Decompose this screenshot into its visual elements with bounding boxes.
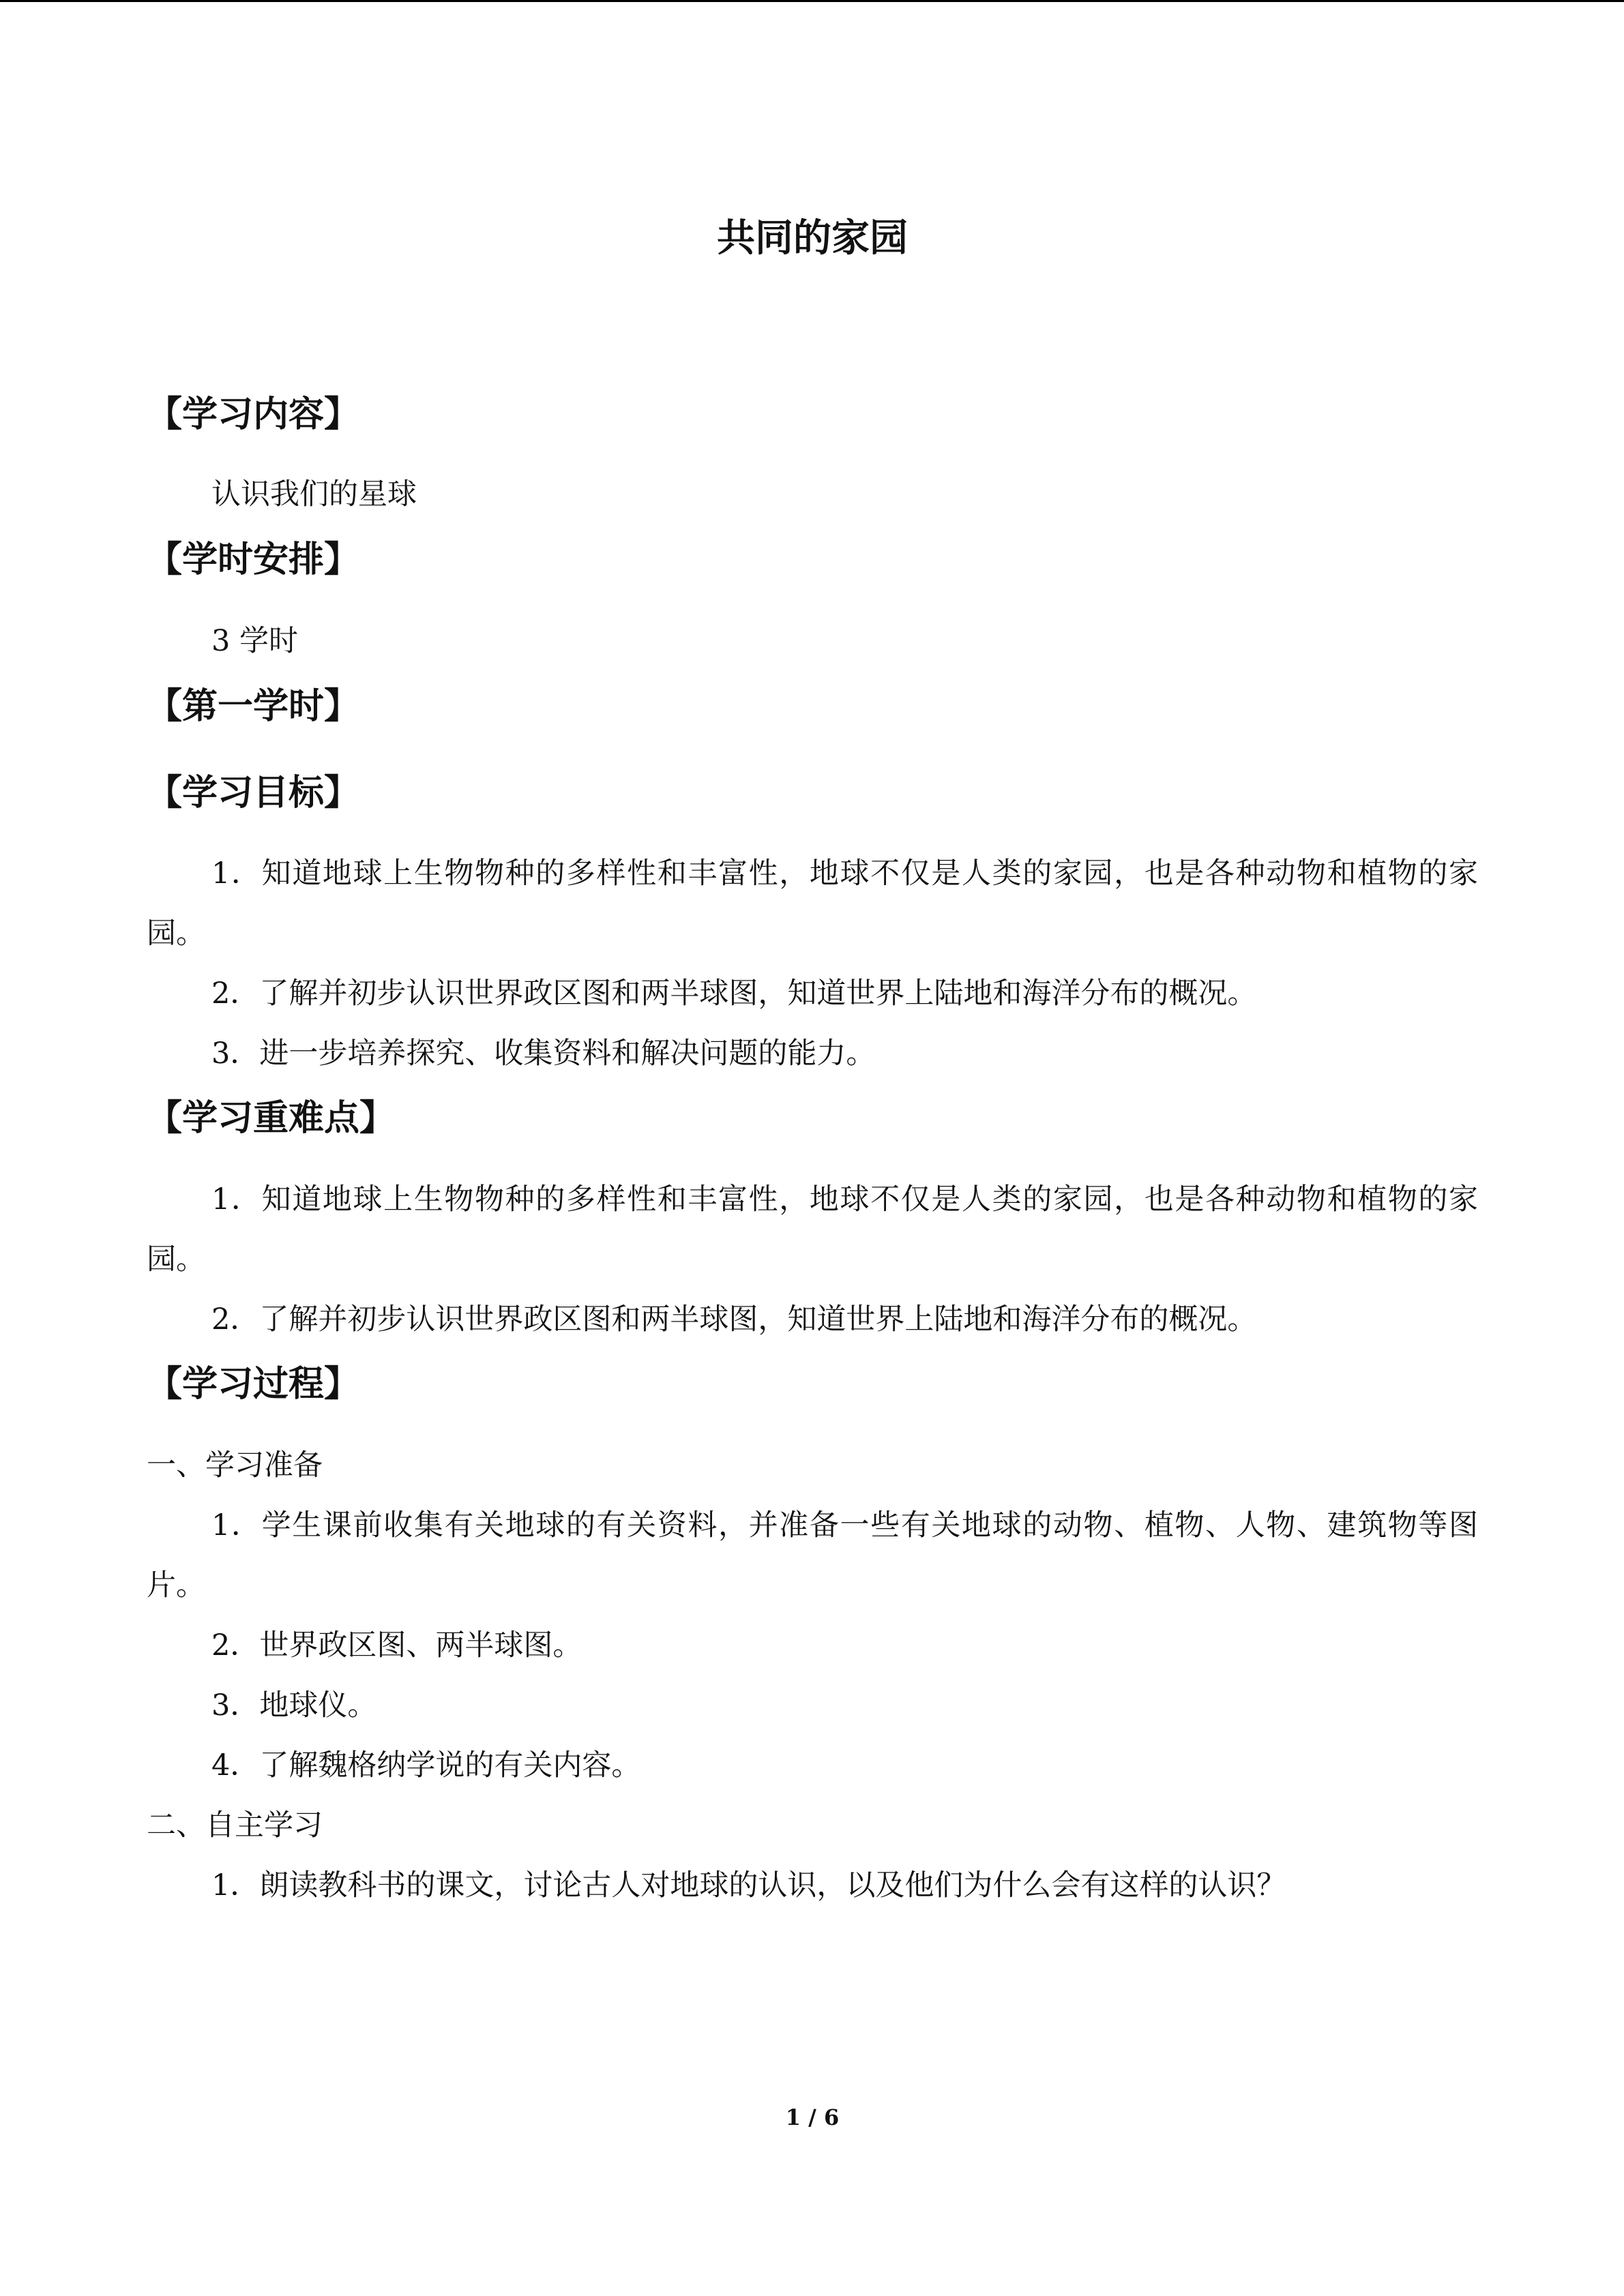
prep-item: 1．学生课前收集有关地球的有关资料，并准备一些有关地球的动物、植物、人物、建筑物等图片。 [147,1508,1478,1602]
heading-learning-content: 【学习内容】 [147,394,360,435]
section-learning-preparation: 一、学习准备 [147,1448,323,1482]
goal-item: 1．知道地球上生物物种的多样性和丰富性，地球不仅是人类的家园，也是各种动物和植物的家园。 [147,856,1478,951]
heading-first-lesson: 【第一学时】 [147,686,360,727]
learning-content-text: 认识我们的星球 [211,477,417,511]
heading-schedule: 【学时安排】 [147,539,360,580]
heading-learning-goals: 【学习目标】 [147,773,360,814]
prep-item: 4．了解魏格纳学说的有关内容。 [211,1748,641,1783]
schedule-text: 3 学时 [211,624,299,658]
self-study-item: 1．朗读教科书的课文，讨论古人对地球的认识，以及他们为什么会有这样的认识？ [211,1868,1286,1903]
prep-item: 2．世界政区图、两半球图。 [211,1628,582,1663]
heading-learning-process: 【学习过程】 [147,1364,360,1405]
page-number: 1 / 6 [785,2104,840,2130]
document-page [147,0,1478,2296]
goal-item: 2．了解并初步认识世界政区图和两半球图，知道世界上陆地和海洋分布的概况。 [211,976,1257,1011]
key-point-item: 2．了解并初步认识世界政区图和两半球图，知道世界上陆地和海洋分布的概况。 [211,1302,1257,1337]
prep-item: 3．地球仪。 [211,1688,377,1723]
section-self-study: 二、自主学习 [147,1808,323,1843]
heading-key-points: 【学习重难点】 [147,1098,396,1139]
key-point-item: 1．知道地球上生物物种的多样性和丰富性，地球不仅是人类的家园，也是各种动物和植物的家园。 [147,1182,1478,1277]
goal-item: 3．进一步培养探究、收集资料和解决问题的能力。 [211,1037,876,1071]
document-title: 共同的家园 [717,216,908,260]
